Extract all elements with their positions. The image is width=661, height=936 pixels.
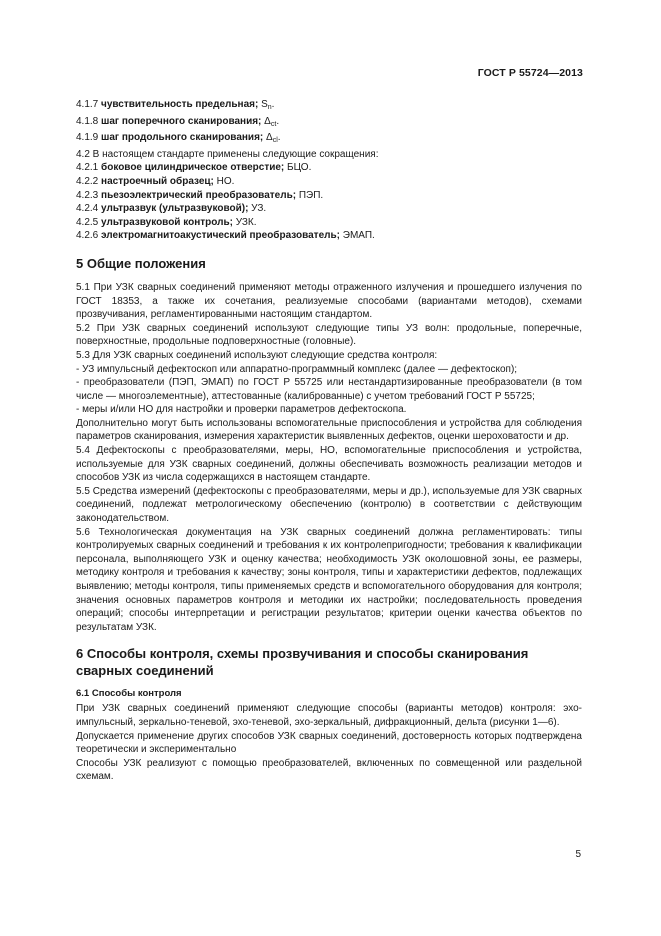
term-item: 4.1.7 чувствительность предельная; $S_n$.: [76, 99, 275, 111]
paragraph: Способы УЗК реализуют с помощью преобразователей, включенных по совмещенной или раздельной схемам.: [76, 757, 582, 783]
abbrev-intro: 4.2 В настоящем стандарте применены следующие сокращения:: [76, 148, 379, 160]
page-number: 5: [575, 849, 581, 860]
standard-header: ГОСТ Р 55724—2013: [477, 67, 583, 79]
term-item: 4.1.8 шаг поперечного сканирования; $\Delta_{ct}$.: [76, 115, 280, 128]
page-content: [76, 98, 582, 784]
list-item: - меры и/или НО для настройки и проверки параметров дефектоскопа.: [76, 404, 407, 416]
paragraph: 5.6 Технологическая документация на УЗК сварных соединений должна регламентировать: типы контролируемых сварных соединений и требования к их контролепригодности; требования к квалификации персонала, выполняющего УЗК и оценку качества; необходимость УЗК околошовной зоны, ее размеры, методику контроля и требования к качеству; зоны контроля, типы и характеристики дефектов, подлежащих выявлению; методы контроля, типы применяемых средств и вспомогательного оборудования для контроля; значения основных параметров контроля и методики их настройки; последовательность проведения операций; способы интерпретации и регистрации результатов; критерии оценки качества объектов по результатам УЗК.: [76, 526, 582, 633]
paragraph: 5.5 Средства измерений (дефектоскопы с преобразователями, меры и др.), используемые для УЗК сварных соединений, подлежат метрологическому обеспечению (контролю) в соответствии с действующим законодательством.: [76, 485, 582, 525]
abbrev-item: 4.2.5 ультразвуковой контроль; УЗК.: [76, 216, 257, 228]
section-6-heading: 6 Способы контроля, схемы прозвучивания и способы сканирования сварных соединений: [76, 646, 529, 678]
subsection-6-1-heading: 6.1 Способы контроля: [76, 688, 182, 700]
paragraph: 5.2 При УЗК сварных соединений используют следующие типы УЗ волн: продольные, поперечные, поверхностные, продольные подповерхностные (головные).: [76, 322, 582, 348]
paragraph: 5.1 При УЗК сварных соединений применяют методы отраженного излучения и прошедшего излучения по ГОСТ 18353, а также их сочетания, реализуемые способами (вариантами методов), схемами прозвучивания, регламентированными настоящим стандартом.: [76, 281, 582, 321]
abbrev-item: 4.2.6 электромагнитоакустический преобразователь; ЭМАП.: [76, 230, 375, 242]
term-item: 4.1.9 шаг продольного сканирования; $\Delta_{cl}$.: [76, 132, 281, 145]
abbrev-item: 4.2.1 боковое цилиндрическое отверстие; БЦО.: [76, 162, 312, 174]
paragraph: Допускается применение других способов УЗК сварных соединений, достоверность которых подтверждена теоретически и экспериментально: [76, 730, 582, 756]
list-item: - преобразователи (ПЭП, ЭМАП) по ГОСТ Р 55725 или нестандартизированные преобразователи (в том числе — многоэлементные), аттестованные (калиброванные) с учетом требований ГОСТ Р 55725;: [76, 377, 582, 402]
paragraph: При УЗК сварных соединений применяют следующие способы (варианты методов) контроля: эхо-импульсный, зеркально-теневой, эхо-теневой, эхо-зеркальный, дифракционный, дельта (рисунки 1—6).: [76, 703, 582, 728]
abbrev-item: 4.2.4 ультразвук (ультразвуковой); УЗ.: [76, 203, 267, 215]
list-item: - УЗ импульсный дефектоскоп или аппаратно-программный комплекс (далее — дефектоскоп);: [76, 363, 518, 375]
paragraph: 5.4 Дефектоскопы с преобразователями, меры, НО, вспомогательные приспособления и устройства, используемые для УЗК сварных соединений, должны обеспечивать возможность реализации методов и способов УЗК из числа содержащихся в настоящем стандарте.: [76, 445, 582, 484]
paragraph: 5.3 Для УЗК сварных соединений используют следующие средства контроля:: [76, 349, 438, 361]
paragraph: Дополнительно могут быть использованы вспомогательные приспособления и устройства для соблюдения параметров сканирования, измерения характеристик выявленных дефектов, оценки шероховатости и др.: [76, 417, 582, 443]
abbrev-item: 4.2.3 пьезоэлектрический преобразователь; ПЭП.: [76, 189, 324, 201]
abbrev-item: 4.2.2 настроечный образец; НО.: [76, 175, 235, 187]
section-5-heading: 5 Общие положения: [76, 255, 206, 271]
